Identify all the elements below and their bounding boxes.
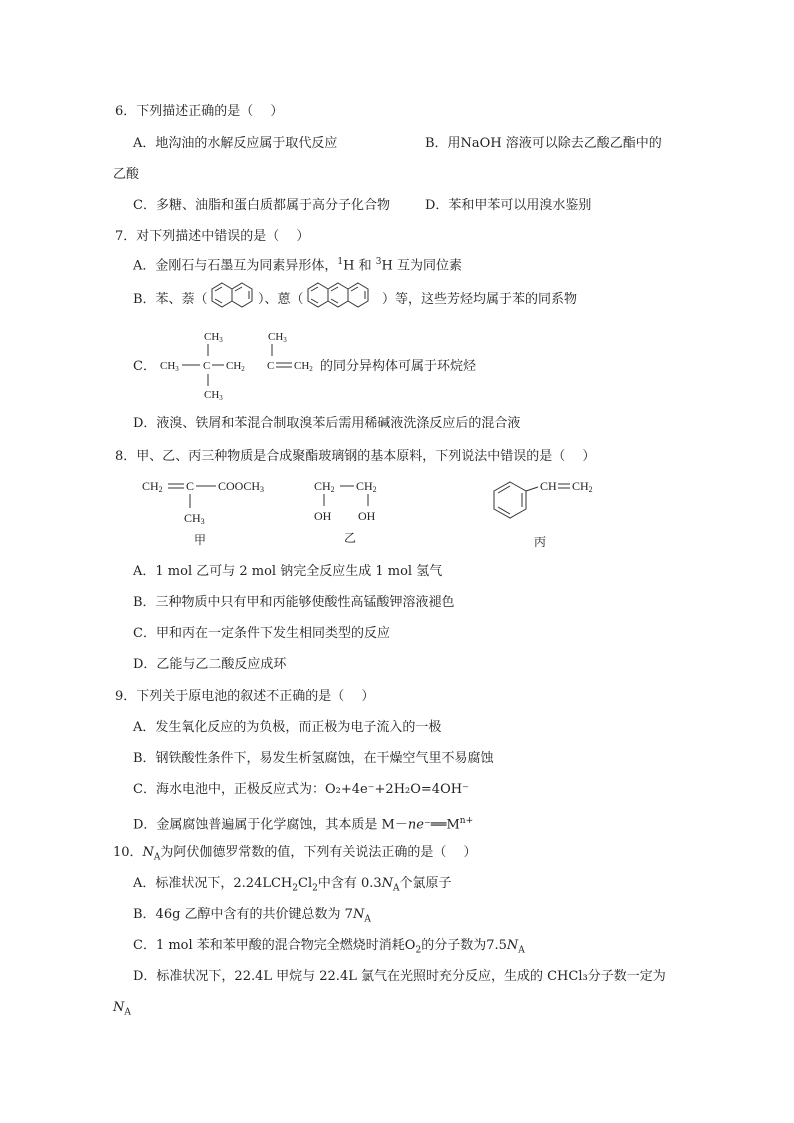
q7-c-structure: [158, 328, 318, 400]
q7-c-right-ch3: CH: [268, 331, 284, 343]
q7-a-post: H 互为同位素: [381, 258, 462, 274]
yi-ch2b: CH: [356, 479, 373, 493]
q10-option-c: [133, 938, 525, 959]
svg-text:CH2: [356, 479, 377, 494]
svg-text:CH2: [142, 479, 163, 494]
q10-c-pre: C．1 mol 苯和苯甲酸的混合物完全燃烧时消耗O: [133, 938, 416, 953]
q8-compound-yi: [312, 474, 402, 550]
q10-b-na-sub: A: [364, 914, 371, 925]
q7-c-bottom-ch3-sub: 3: [219, 394, 223, 402]
q9-d-charge: n+: [459, 816, 474, 826]
q8-option-b: B．三种物质中只有甲和丙能够使酸性高锰酸钾溶液褪色: [133, 595, 455, 610]
q6-option-a: A．地沟油的水解反应属于取代反应: [133, 136, 338, 151]
q9-option-d: [133, 813, 473, 833]
svg-text:CH3: [184, 511, 205, 526]
q10-na-sub: A: [153, 852, 161, 863]
q7-option-d: D．液溴、铁屑和苯混合制取溴苯后需用稀碱液洗涤反应后的混合液: [133, 416, 521, 431]
q7-c-ch2: CH: [226, 360, 242, 372]
q10-a-na: N: [381, 876, 394, 891]
q6-option-b-continued: 乙酸: [113, 167, 140, 182]
q10-a-sub1: 2: [292, 883, 298, 894]
q10-option-a: [133, 876, 452, 897]
q7-c-end-ch2-sub: 2: [309, 365, 313, 373]
yi-ch2b-sub: 2: [372, 485, 377, 494]
q7-option-b-pre: B．苯、萘（: [133, 292, 208, 307]
bing-ch: CH: [540, 479, 557, 493]
q6-option-c: C．多糖、油脂和蛋白质都属于高分子化合物: [133, 198, 390, 213]
jia-ch3-sub: 3: [200, 517, 205, 526]
q9-d-pre: D．金属腐蚀普遍属于化学腐蚀，其本质是 M－: [133, 817, 408, 833]
q7-a-isotope1: 1: [337, 257, 344, 267]
svg-text:CH2: [294, 360, 313, 373]
q7-c-alkene-carbon: C: [267, 360, 275, 372]
jia-carbon: C: [186, 479, 195, 493]
q10-d-na: N: [113, 1000, 125, 1015]
q10-b-pre: B．46g 乙醇中含有的共价键总数为 7: [133, 907, 353, 922]
q6-stem: 6．下列描述正确的是（ ）: [115, 104, 284, 119]
bing-ch2-sub: 2: [588, 485, 593, 494]
q9-d-ne: ne: [407, 817, 424, 833]
q9-option-b: B．钢铁酸性条件下，易发生析氢腐蚀，在干燥空气里不易腐蚀: [133, 751, 494, 766]
svg-text:CH2: [314, 479, 335, 494]
bing-ch2: CH: [572, 479, 589, 493]
yi-oh1: OH: [314, 509, 332, 523]
q8-compound-jia: [140, 474, 290, 550]
q7-c-ch2-sub: 2: [241, 365, 245, 373]
yi-ch2a-sub: 2: [330, 485, 335, 494]
svg-text:CH2: [572, 479, 593, 494]
q7-c-top-ch3: CH: [204, 331, 220, 343]
yi-oh2: OH: [358, 509, 376, 523]
jia-cooch: COOCH: [218, 479, 261, 493]
q7-c-left-ch3: CH: [160, 360, 176, 372]
q10-number: 10．: [113, 845, 143, 860]
q9-option-a: A．发生氧化反应的为负极，而正极为电子流入的一极: [133, 720, 442, 735]
q10-stem-text: 为阿伏伽德罗常数的值，下列有关说法正确的是（ ）: [160, 845, 477, 860]
svg-text:CH3: [268, 331, 287, 344]
q8-option-c: C．甲和丙在一定条件下发生相同类型的反应: [133, 626, 390, 641]
q7-a-mid: H 和: [343, 258, 376, 274]
q9-stem: 9．下列关于原电池的叙述不正确的是（ ）: [115, 689, 375, 704]
q10-a-sub2: 2: [312, 883, 318, 894]
anthracene-structure: [304, 280, 380, 316]
svg-text:CH3: [160, 360, 179, 373]
q8-compound-bing: [486, 474, 606, 554]
q10-c-mid: 的分子数为7.5: [421, 938, 507, 953]
q9-d-post: ⁻══M: [423, 817, 460, 833]
q7-option-b-mid: ）、蒽（: [258, 292, 304, 307]
q10-a-pre: A．标准状况下，2.24LCH: [133, 876, 293, 891]
q10-a-post: 个氯原子: [399, 876, 452, 891]
svg-text:CH2: [226, 360, 245, 373]
svg-text:COOCH3: [218, 479, 264, 494]
q8-stem: 8．甲、乙、丙三种物质是合成聚酯玻璃钢的基本原料，下列说法中错误的是（ ）: [115, 449, 596, 464]
jia-name: 甲: [194, 533, 207, 547]
q7-c-center-carbon: C: [203, 360, 211, 372]
yi-name: 乙: [344, 531, 357, 545]
svg-text:CH3: [204, 331, 223, 344]
q10-stem: [113, 845, 477, 866]
q7-c-left-ch3-sub: 3: [175, 365, 179, 373]
q10-c-sub: 2: [415, 945, 422, 956]
q6-option-b: B．用NaOH 溶液可以除去乙酸乙酯中的: [425, 136, 662, 151]
q7-option-b-post: ）等，这些芳烃均属于苯的同系物: [382, 292, 578, 307]
svg-text:CH3: [204, 389, 223, 402]
q8-option-a: A．1 mol 乙可与 2 mol 钠完全反应生成 1 mol 氢气: [133, 564, 443, 579]
q7-c-end-ch2: CH: [294, 360, 310, 372]
q7-option-c-label: C．: [133, 359, 156, 374]
q10-na: N: [142, 845, 154, 860]
q10-a-mid2: 中含有 0.3: [317, 876, 382, 891]
q9-option-c: C．海水电池中，正极反应式为：O₂+4e⁻+2H₂O=4OH⁻: [133, 782, 469, 797]
q10-c-na-sub: A: [518, 945, 525, 956]
q7-c-bottom-ch3: CH: [204, 389, 220, 401]
jia-ch3: CH: [184, 511, 201, 525]
q7-option-c-text: 的同分异构体可属于环烷烃: [320, 359, 477, 374]
q7-c-right-ch3-sub: 3: [283, 336, 287, 344]
yi-ch2a: CH: [314, 479, 331, 493]
q6-option-d: D．苯和甲苯可以用溴水鉴别: [425, 198, 592, 213]
q10-a-na-sub: A: [393, 883, 400, 894]
naphthalene-structure: [208, 280, 260, 316]
jia-ch2-sub: 2: [158, 485, 163, 494]
q10-b-na: N: [352, 907, 365, 922]
q10-c-na: N: [506, 938, 519, 953]
jia-cooch-sub: 3: [260, 485, 265, 494]
q10-a-mid: Cl: [298, 876, 313, 891]
q10-option-d: D．标准状况下，22.4L 甲烷与 22.4L 氯气在光照时充分反应，生成的 CHCl₃分子数一定为: [133, 969, 666, 984]
q7-c-top-ch3-sub: 3: [219, 336, 223, 344]
q10-option-b: [133, 907, 371, 928]
q7-a-text: A．金刚石与石墨互为同素异形体，: [133, 258, 338, 274]
q7-option-a: [133, 254, 462, 274]
q7-stem: 7．对下列描述中错误的是（ ）: [115, 229, 310, 244]
q10-d-na-sub: A: [124, 1007, 131, 1018]
bing-name: 丙: [534, 535, 547, 549]
q10-option-d-continued: [113, 1000, 131, 1021]
jia-ch2: CH: [142, 479, 159, 493]
q7-a-isotope2: 3: [375, 257, 382, 267]
q8-option-d: D．乙能与乙二酸反应成环: [133, 657, 287, 672]
